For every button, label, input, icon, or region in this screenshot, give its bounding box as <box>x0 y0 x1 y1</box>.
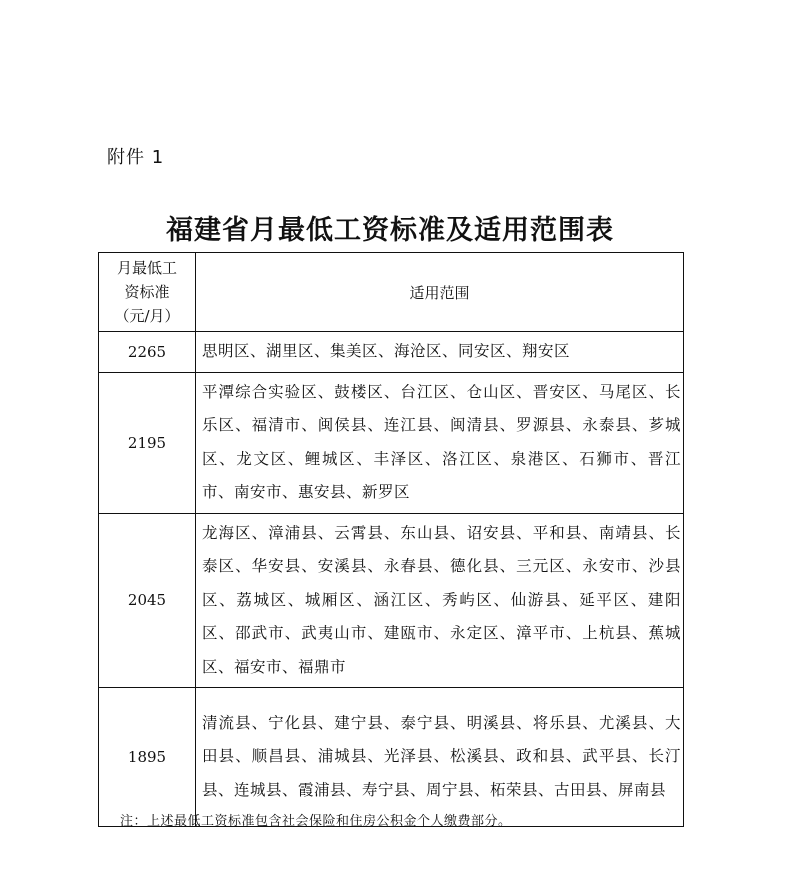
footnote: 注：上述最低工资标准包含社会保险和住房公积金个人缴费部分。 <box>120 814 512 829</box>
wage-standard-value: 2045 <box>99 513 196 688</box>
table-row <box>99 688 684 827</box>
header-scope-cell: 适用范围 <box>196 253 684 332</box>
table-row <box>99 513 684 688</box>
scope-areas: 清流县、宁化县、建宁县、泰宁县、明溪县、将乐县、尤溪县、大田县、顺昌县、浦城县、光泽县、松溪县、政和县、武平县、长汀县、连城县、霞浦县、寿宁县、周宁县、柘荣县、古田县、屏南县 <box>196 688 684 827</box>
table-row <box>99 372 684 513</box>
attachment-label: 附件 1 <box>107 147 165 168</box>
wage-standard-value: 2265 <box>99 332 196 373</box>
header-standard-line: 资标准 <box>124 283 170 301</box>
wage-standard-value: 1895 <box>99 688 196 827</box>
table-row <box>99 332 684 373</box>
header-standard-cell <box>99 253 196 332</box>
table-header-row <box>99 253 684 332</box>
wage-standard-table <box>98 252 684 827</box>
scope-areas: 龙海区、漳浦县、云霄县、东山县、诏安县、平和县、南靖县、长泰区、华安县、安溪县、永春县、德化县、三元区、永安市、沙县区、荔城区、城厢区、涵江区、秀屿区、仙游县、延平区、建阳区、邵武市、武夷山市、建瓯市、永定区、漳平市、上杭县、蕉城区、福安市、福鼎市 <box>196 513 684 688</box>
scope-areas: 平潭综合实验区、鼓楼区、台江区、仓山区、晋安区、马尾区、长乐区、福清市、闽侯县、连江县、闽清县、罗源县、永泰县、芗城区、龙文区、鲤城区、丰泽区、洛江区、泉港区、石狮市、晋江市、南安市、惠安县、新罗区 <box>196 372 684 513</box>
document-title: 福建省月最低工资标准及适用范围表 <box>166 215 614 246</box>
scope-areas: 思明区、湖里区、集美区、海沧区、同安区、翔安区 <box>196 332 684 373</box>
wage-standard-value: 2195 <box>99 372 196 513</box>
header-standard-line: （元/月） <box>114 307 180 325</box>
header-standard-line: 月最低工 <box>116 259 177 277</box>
